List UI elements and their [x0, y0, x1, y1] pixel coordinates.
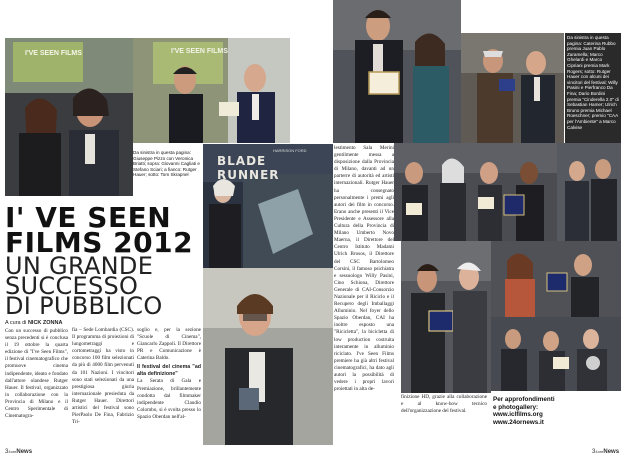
photo-man-with-award: [203, 268, 333, 445]
footer-right-brand2: News: [603, 449, 620, 455]
photo-two-men-banner: [133, 38, 290, 143]
col3-subhead: Il festival del cinema "ad alta definizione": [137, 364, 201, 377]
title-line-2: FILMS 2012: [5, 226, 194, 259]
info-line-4[interactable]: www.24ornews.it: [493, 418, 544, 426]
banner-text: I'VE SEEN FILMS: [25, 50, 82, 57]
photo-group-awards: [394, 143, 557, 241]
photo-award-bottom-3: [491, 317, 621, 391]
photo-couple-banner: [5, 38, 133, 196]
col5-text: finizione HD, grazie alla collaborazione e al know-how tecnico dell'organizzazione del festival.: [401, 394, 487, 415]
byline-prefix: A cura di: [5, 320, 27, 326]
col3a-text: soglio e, per la sezione "Scuole di Cinema", Giancarlo Zappoli. Il Direttore PR e Comunicazione è Caterina Baldo.: [137, 327, 201, 362]
footer-right-num: 3: [592, 449, 596, 455]
caption-right: Da sinistra in questa pagina: Caterina Rubbo premia Juan Pablo Zaramella; Marco Ghelardi e Marco Cipriani premia Mark Rogers; sotto: Rutger Hauer con alcuni dei vincitori del festival; Willy Pasini e Pierfranco Da Fina; Dario Bordini premia "Cinderella 2.0" di Sebastian Hamer; Ulrich Bruno premia Michael Roeschner; premio "CAA per l'Ambiente" a Marco Calvise: [565, 33, 621, 143]
article-col-4: [334, 145, 394, 445]
article-col-1: [5, 328, 68, 450]
photo-two-men-suits: [557, 143, 621, 241]
article-col-3: [137, 327, 201, 447]
footer-left-num: 3: [5, 449, 9, 455]
footer-right: [592, 449, 619, 455]
photo-award-top-1: [333, 0, 461, 143]
col2-text: fia – Sede Lombardia (CSC). Il programma di proiezioni di lungometraggi e cortometraggi ha visto in concorso 100 film selezionati da più di 4000 film pervenuti da 101 Nazioni. I vincitori sono stati selezionati da una prestigiosa giuria internazionale presieduta da Rutger Hauer. Direttori artistici del festival sono PierPaolo De Fina, Fabrizio Tri-: [72, 327, 134, 426]
photo-blade-runner-poster: [203, 144, 333, 268]
photo-award-bottom-2: [491, 241, 621, 317]
col3b-text: La Serata di Gala e Premiazione, brillantemente condotta dal filmmaker indipendente Claudio Colombo, si è svolta presso lo Spazio Oberdan nell'al-: [137, 378, 201, 420]
footer-left-brand: 4ore: [8, 449, 17, 454]
footer-right-brand: 4ore: [595, 449, 604, 454]
info-line-3[interactable]: www.iclfilms.org: [493, 411, 543, 418]
footer-left: [5, 449, 32, 455]
photo-award-top-2: [461, 33, 564, 143]
article-col-2: [72, 327, 134, 447]
article-col-5: [401, 394, 487, 444]
title-line-4: SUCCESSO: [5, 272, 139, 300]
info-line-1: Per approfondimenti: [493, 396, 555, 403]
col1-text: Con un successo di pubblico senza precedenti si è conclusa il 19 ottobre la quarta edizione di "I've Seen Films", il festival cinematografico che promuove cinema indipendente, ideato e fondato dall'attore olandese Rutger Hauer. Il festival, organizzato in collaborazione con la Provincia di Milano e il Centro Sperimentale di Cinematogra-: [5, 328, 68, 420]
title-line-3: UN GRANDE: [5, 252, 154, 280]
poster-title: BLADE RUNNER: [217, 154, 280, 182]
title-line-5: DI PUBBLICO: [5, 292, 163, 320]
info-box: [493, 396, 621, 426]
poster-top: HARRISON FORD: [273, 148, 307, 153]
banner-text-2: I'VE SEEN FILMS: [171, 48, 228, 55]
footer-left-brand2: News: [16, 449, 33, 455]
photo-award-bottom-1: [401, 241, 491, 393]
byline-name: NICK ZONNA: [27, 320, 63, 326]
title-line-1: I' VE SEEN: [5, 201, 172, 234]
col4-text: lestimento Sala Merini gentilmente messa a disposizione dalla Provincia di Milano, davanti ad un parterre di autorità ed artisti internazionali. Rutger Hauer ha consegnato personalmente i premi agli autori dei film in concorso. Erano anche presenti il Vice Presidente e Assessore alla Cultura della Provincia di Milano Umberto Novo Maerna, il Direttore del Centro Istituto Madami Ulrich Brosos, il Direttore del CSC Bartolomeo Corsini, il famoso psichiatra e sessuologo Willy Pasini, Cino Schiona, Direttore Generale di CAI-Consorzio Nazionale per il Riciclo e il Recupero degli Imballaggi Alluminio. Nel foyer dello Spazio Oberdan, CAI ha inoltre esposto una "Ricicletta", la bicicletta di low production costruita interamente in alluminio riciclato. I've Seen Films premiere ha già altri festival cinematografici, ha dato agli autori la possibilità di vedere i propri lavori proiettati in alta de-: [334, 145, 394, 393]
byline: [5, 320, 62, 326]
caption-left: Da sinistra in questa pagina: Giuseppe Pizzo con Veronica Briatti; sopra: Giovanni Cagliati e Stefano Sciari; a fianco: Rutger Hauer; sotto: Tom Skrapnel: [133, 150, 200, 178]
info-line-2: e photogallery:: [493, 403, 539, 411]
